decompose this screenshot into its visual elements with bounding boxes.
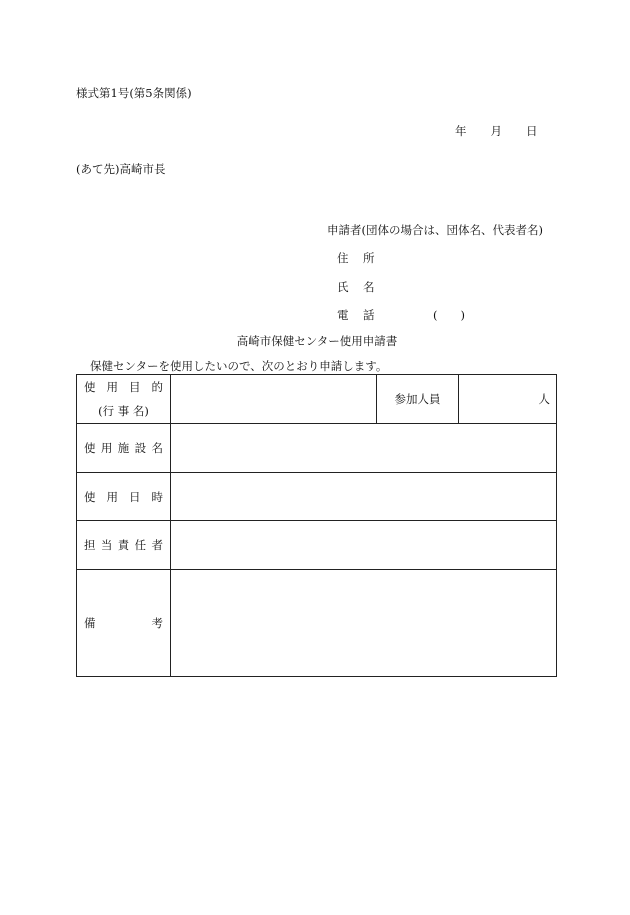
label-char: 任 bbox=[134, 538, 147, 552]
remarks-label bbox=[77, 615, 170, 631]
addressee: (あて先)高崎市長 bbox=[76, 162, 166, 176]
label-char: 備 bbox=[84, 616, 96, 630]
facility-label bbox=[77, 440, 170, 456]
person-label bbox=[77, 537, 170, 553]
label-char: 用 bbox=[106, 489, 118, 504]
label-char: 考 bbox=[151, 616, 163, 630]
remarks-input-cell[interactable] bbox=[171, 570, 557, 677]
document-title: 高崎市保健センター使用申請書 bbox=[236, 334, 398, 348]
name-label-2: 名 bbox=[363, 280, 375, 294]
label-char: 使 bbox=[84, 489, 96, 504]
applicant-phone-field bbox=[337, 307, 465, 323]
facility-label-cell bbox=[77, 424, 171, 473]
label-char: 設 bbox=[134, 441, 147, 455]
label-char: 責 bbox=[117, 538, 130, 552]
application-table bbox=[76, 374, 557, 677]
date-month: 月 bbox=[490, 124, 502, 138]
datetime-label-cell bbox=[77, 473, 171, 521]
table-row bbox=[77, 424, 557, 473]
purpose-input-cell[interactable] bbox=[171, 375, 377, 424]
table-row bbox=[77, 521, 557, 570]
address-label-1: 住 bbox=[337, 251, 349, 265]
purpose-sublabel: (行 事 名) bbox=[98, 404, 149, 418]
date-line bbox=[455, 123, 538, 139]
participants-unit: 人 bbox=[538, 392, 550, 406]
name-label-1: 氏 bbox=[337, 280, 349, 294]
facility-input-cell[interactable] bbox=[171, 424, 557, 473]
label-char: 時 bbox=[151, 489, 163, 504]
label-char: 使 bbox=[84, 441, 96, 455]
label-char: 当 bbox=[100, 538, 113, 552]
purpose-label-cell bbox=[77, 375, 171, 424]
label-char: 日 bbox=[129, 489, 141, 504]
table-row bbox=[77, 375, 557, 424]
form-number: 様式第1号(第5条関係) bbox=[76, 86, 192, 100]
label-char: 的 bbox=[151, 380, 163, 394]
person-input-cell[interactable] bbox=[171, 521, 557, 570]
address-label-2: 所 bbox=[363, 251, 375, 265]
applicant-address-field bbox=[337, 250, 377, 266]
participants-input-cell[interactable] bbox=[459, 375, 557, 424]
phone-label-2: 話 bbox=[363, 308, 375, 322]
phone-parens: ( ) bbox=[433, 308, 465, 322]
date-day: 日 bbox=[526, 124, 538, 138]
datetime-input-cell[interactable] bbox=[171, 473, 557, 521]
person-label-cell bbox=[77, 521, 171, 570]
document-intro: 保健センターを使用したいので、次のとおり申請します。 bbox=[90, 359, 388, 373]
label-char: 施 bbox=[117, 441, 130, 455]
label-char: 使 bbox=[84, 380, 96, 394]
table-row bbox=[77, 473, 557, 521]
label-char: 担 bbox=[84, 538, 96, 552]
applicant-name-field bbox=[337, 279, 377, 295]
label-char: 目 bbox=[129, 380, 141, 394]
datetime-label bbox=[77, 489, 170, 505]
applicant-heading: 申請者(団体の場合は、団体名、代表者名) bbox=[327, 223, 543, 237]
date-year: 年 bbox=[455, 124, 467, 138]
purpose-label bbox=[77, 379, 170, 395]
label-char: 用 bbox=[106, 380, 118, 394]
label-char: 名 bbox=[151, 441, 163, 455]
remarks-label-cell bbox=[77, 570, 171, 677]
label-char: 用 bbox=[100, 441, 113, 455]
label-char: 者 bbox=[151, 538, 163, 552]
phone-label-1: 電 bbox=[337, 308, 349, 322]
participants-label: 参加人員 bbox=[377, 375, 459, 424]
table-row bbox=[77, 570, 557, 677]
